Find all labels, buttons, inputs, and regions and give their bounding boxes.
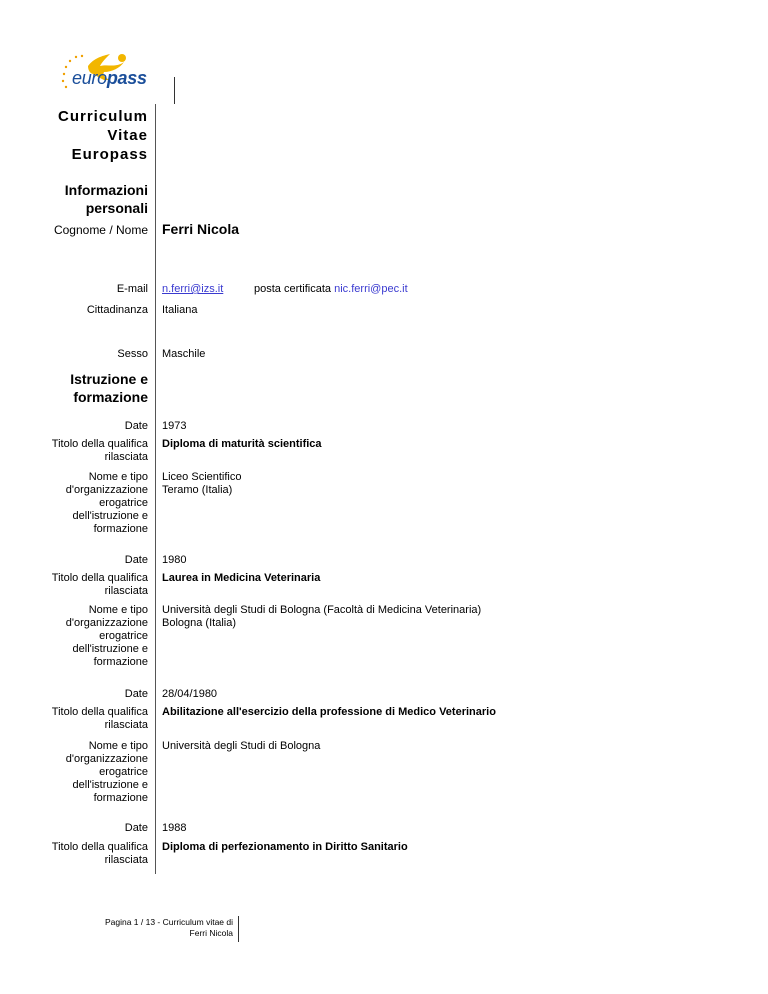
entry-date: 1988 — [162, 822, 187, 834]
date-label: Date — [124, 688, 148, 700]
name-value: Ferri Nicola — [162, 221, 240, 237]
footer-divider — [238, 916, 239, 942]
organization-label: Nome e tipo d'organizzazione erogatrice dell'istruzione e formazione — [65, 604, 148, 668]
entry-qualification: Diploma di maturità scientifica — [162, 438, 322, 450]
entry-qualification: Diploma di perfezionamento in Diritto Sanitario — [162, 841, 408, 853]
qualification-label: Titolo della qualifica rilasciata — [51, 706, 148, 731]
entry-date: 1973 — [162, 420, 187, 432]
date-label: Date — [124, 420, 148, 432]
page-footer: Pagina 1 / 13 - Curriculum vitae di Ferri Nicola — [104, 917, 233, 938]
entry-date: 28/04/1980 — [162, 688, 218, 700]
citizenship-label: Cittadinanza — [86, 304, 148, 316]
date-label: Date — [124, 822, 148, 834]
entry-date: 1980 — [162, 554, 187, 566]
europass-wordmark: europass — [72, 68, 147, 88]
organization-label: Nome e tipo d'organizzazione erogatrice dell'istruzione e formazione — [65, 740, 148, 804]
sex-value: Maschile — [162, 348, 206, 360]
entry-qualification: Abilitazione all'esercizio della professione di Medico Veterinario — [162, 706, 496, 718]
qualification-label: Titolo della qualifica rilasciata — [51, 438, 148, 463]
personal-info-heading: Informazioni personali — [64, 182, 148, 216]
education-heading: Istruzione e formazione — [70, 371, 148, 405]
entry-organization: Università degli Studi di Bologna — [162, 740, 321, 752]
cert-email-label: posta certificata — [254, 283, 332, 295]
qualification-label: Titolo della qualifica rilasciata — [51, 572, 148, 597]
qualification-label: Titolo della qualifica rilasciata — [51, 841, 148, 866]
europass-logo — [58, 48, 158, 98]
email-link[interactable]: n.ferri@izs.it — [162, 283, 224, 295]
email-label: E-mail — [116, 283, 148, 295]
cert-email-link[interactable]: nic.ferri@pec.it — [334, 283, 408, 295]
sex-label: Sesso — [117, 348, 148, 360]
entry-organization: Liceo Scientifico Teramo (Italia) — [162, 471, 242, 496]
cv-title: Curriculum Vitae Europass — [57, 108, 148, 163]
date-label: Date — [124, 554, 148, 566]
entry-qualification: Laurea in Medicina Veterinaria — [162, 572, 321, 584]
name-label: Cognome / Nome — [53, 223, 148, 237]
citizenship-value: Italiana — [162, 304, 198, 316]
column-divider — [155, 104, 156, 874]
organization-label: Nome e tipo d'organizzazione erogatrice dell'istruzione e formazione — [65, 471, 148, 535]
header-divider — [174, 77, 175, 104]
entry-organization: Università degli Studi di Bologna (Facoltà di Medicina Veterinaria) Bologna (Italia) — [162, 604, 482, 629]
